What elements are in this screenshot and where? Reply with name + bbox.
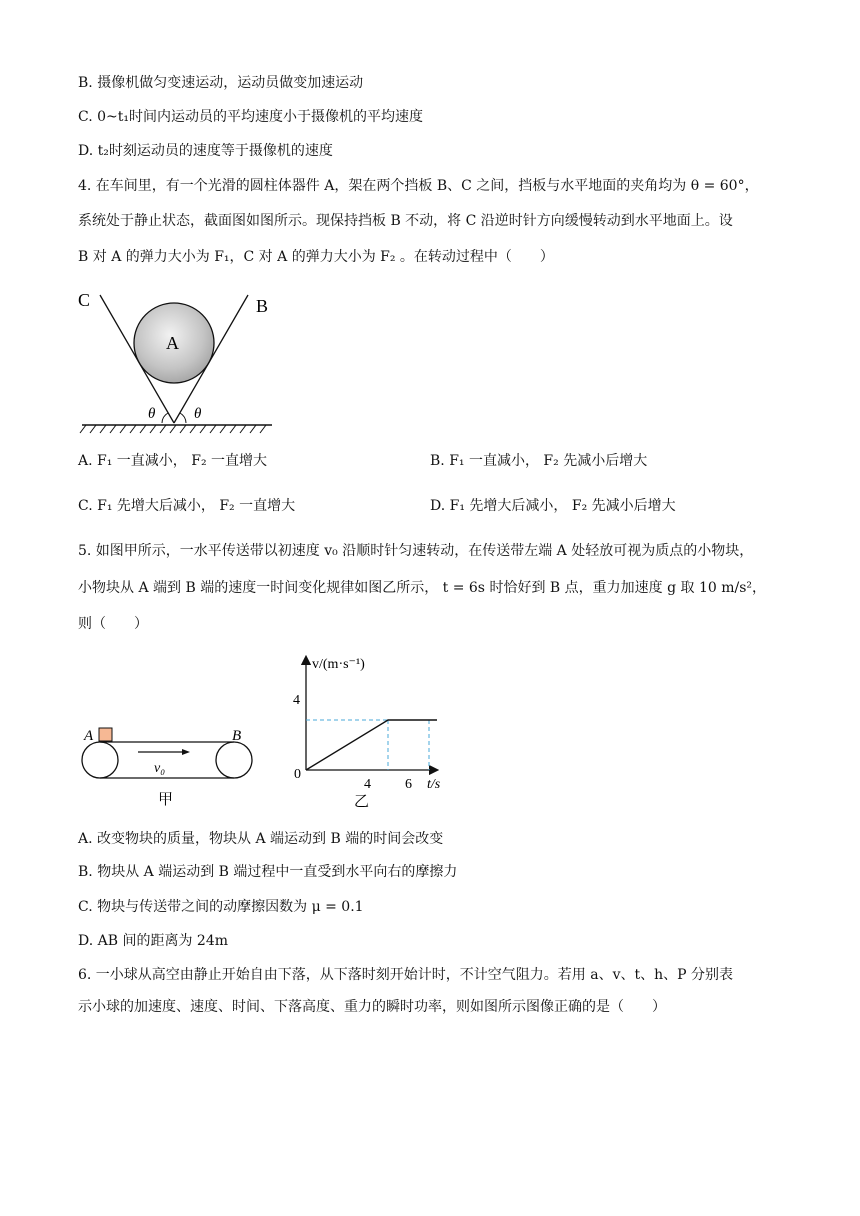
q5-text-line1: 5. 如图甲所示，一水平传送带以初速度 v₀ 沿顺时针匀速转动，在传送带左端 A 处轻放可视为质点的小物块， <box>78 543 754 559</box>
left-roller <box>82 742 118 778</box>
origin-label: 0 <box>294 767 301 782</box>
q4-text-line1: 4. 在车间里，有一个光滑的圆柱体器件 A，架在两个挡板 B、C 之间，挡板与水平地面的夹角均为 θ = 60°， <box>78 178 759 194</box>
q4-text-line2: 系统处于静止状态，截面图如图所示。现保持挡板 B 不动，将 C 沿逆时针方向缓慢转动到水平地面上。设 <box>78 213 733 229</box>
label-b-end: B <box>232 728 242 744</box>
ground-hatching <box>80 425 266 433</box>
y-axis-label: v/(m·s⁻¹) <box>312 657 365 672</box>
q4-option-c: C. F₁ 先增大后减小， F₂ 一直增大 <box>78 498 296 514</box>
q5-text-line3: 则（ ） <box>78 616 148 632</box>
label-v0: v₀ <box>154 761 166 776</box>
right-roller <box>216 742 252 778</box>
vt-graph <box>284 650 474 810</box>
x-tick-6: 6 <box>405 777 412 792</box>
block <box>99 728 112 741</box>
velocity-series-line <box>306 720 437 770</box>
label-a: A <box>166 333 179 353</box>
x-axis-label: t/s <box>427 777 441 792</box>
q5-option-b: B. 物块从 A 端运动到 B 端过程中一直受到水平向右的摩擦力 <box>78 864 458 880</box>
q5-option-a: A. 改变物块的质量，物块从 A 端运动到 B 端的时间会改变 <box>78 831 444 847</box>
q4-option-d: D. F₁ 先增大后减小， F₂ 先减小后增大 <box>430 498 676 514</box>
label-a-end: A <box>84 728 94 744</box>
q6-text-line1: 6. 一小球从高空由静止开始自由下落，从下落时刻开始计时，不计空气阻力。若用 a、v、t、h、P 分别表 <box>78 967 734 983</box>
q5-text-line2: 小物块从 A 端到 B 端的速度一时间变化规律如图乙所示， t = 6s 时恰好到 B 点，重力加速度 g 取 10 m/s²， <box>78 580 767 596</box>
q4-option-a: A. F₁ 一直减小， F₂ 一直增大 <box>78 453 268 469</box>
angle-arc-left <box>162 413 168 423</box>
q5-option-c: C. 物块与传送带之间的动摩擦因数为 μ = 0.1 <box>78 899 364 915</box>
label-b: B <box>256 296 269 316</box>
q4-figure <box>70 280 300 440</box>
q3-option-d: D. t₂时刻运动员的速度等于摄像机的速度 <box>78 143 333 159</box>
q4-option-b: B. F₁ 一直减小， F₂ 先减小后增大 <box>430 453 648 469</box>
velocity-arrowhead <box>182 749 190 755</box>
caption-yi: 乙 <box>354 794 370 810</box>
label-theta-right: θ <box>194 406 202 422</box>
caption-jia: 甲 <box>158 792 174 808</box>
q5-option-d: D. AB 间的距离为 24m <box>78 933 229 949</box>
q3-option-c: C. 0~t₁时间内运动员的平均速度小于摄像机的平均速度 <box>78 109 423 125</box>
label-theta-left: θ <box>148 406 156 422</box>
y-tick-4: 4 <box>293 693 300 708</box>
q6-text-line2: 示小球的加速度、速度、时间、下落高度、重力的瞬时功率，则如图所示图像正确的是（ ） <box>78 999 666 1015</box>
angle-arc-right <box>180 413 186 423</box>
q3-option-b: B. 摄像机做匀变速运动，运动员做变加速运动 <box>78 75 364 91</box>
label-c: C <box>78 290 91 310</box>
dashed-guides <box>306 720 429 770</box>
x-tick-4: 4 <box>364 777 371 792</box>
conveyor-figure <box>74 720 264 815</box>
q4-text-line3: B 对 A 的弹力大小为 F₁，C 对 A 的弹力大小为 F₂ 。在转动过程中（ ） <box>78 249 554 265</box>
